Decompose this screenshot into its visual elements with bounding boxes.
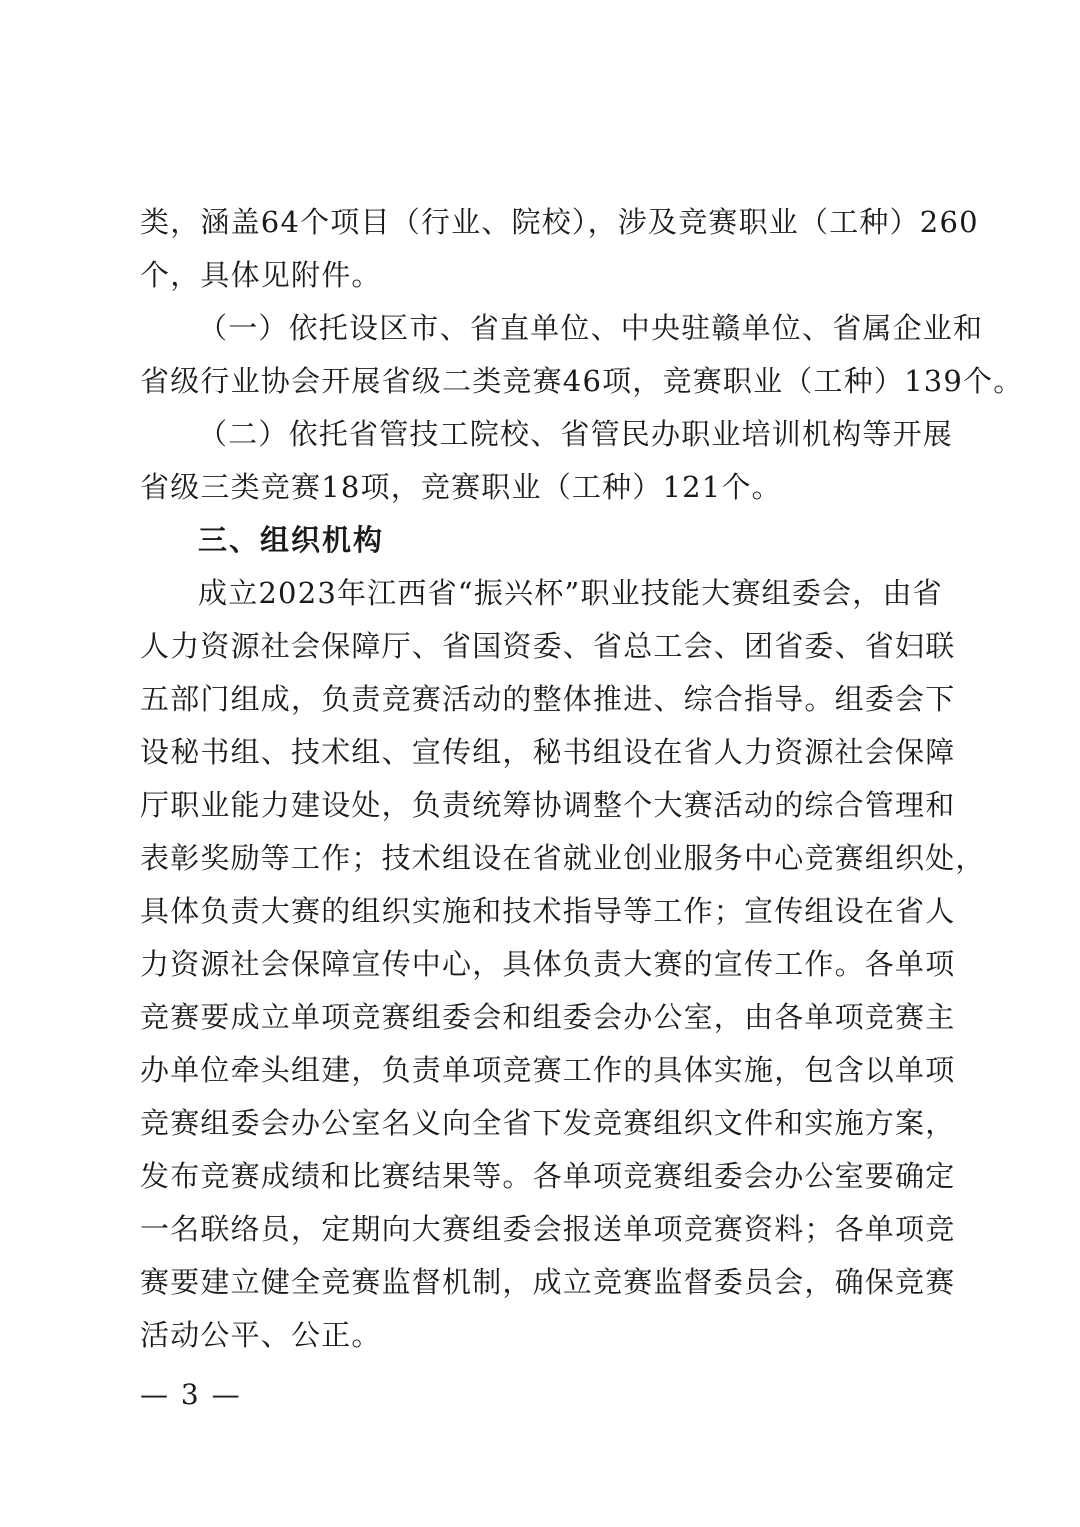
paragraph-line: （二）依托省管技工院校、省管民办职业培训机构等开展 [198, 417, 954, 451]
paragraph-line: 类，涵盖64个项目（行业、院校），涉及竞赛职业（工种）260 [140, 205, 979, 239]
paragraph-line: 成立2023年江西省“振兴杯”职业技能大赛组委会，由省 [198, 576, 943, 610]
paragraph-line: 具体负责大赛的组织实施和技术指导等工作；宣传组设在省人 [140, 894, 956, 928]
paragraph-line: 表彰奖励等工作；技术组设在省就业创业服务中心竞赛组织处， [140, 841, 986, 875]
paragraph-line: 五部门组成，负责竞赛活动的整体推进、综合指导。组委会下 [140, 682, 956, 716]
paragraph-line: 力资源社会保障宣传中心，具体负责大赛的宣传工作。各单项 [140, 947, 956, 981]
paragraph-line: 省级行业协会开展省级二类竞赛46项，竞赛职业（工种）139个。 [140, 364, 1024, 398]
paragraph-line: 一名联络员，定期向大赛组委会报送单项竞赛资料；各单项竞 [140, 1212, 956, 1246]
page-number: — 3 — [140, 1378, 242, 1411]
paragraph-line: 设秘书组、技术组、宣传组，秘书组设在省人力资源社会保障 [140, 735, 956, 769]
paragraph-line: 人力资源社会保障厅、省国资委、省总工会、团省委、省妇联 [140, 629, 956, 663]
paragraph-line: 发布竞赛成绩和比赛结果等。各单项竞赛组委会办公室要确定 [140, 1159, 956, 1193]
paragraph-line: 活动公平、公正。 [140, 1318, 382, 1352]
paragraph-line: 竞赛要成立单项竞赛组委会和组委会办公室，由各单项竞赛主 [140, 1000, 956, 1034]
paragraph-line: （一）依托设区市、省直单位、中央驻赣单位、省属企业和 [198, 311, 984, 345]
paragraph-line: 省级三类竞赛18项，竞赛职业（工种）121个。 [140, 470, 782, 504]
section-heading: 三、组织机构 [198, 523, 385, 557]
paragraph-line: 厅职业能力建设处，负责统筹协调整个大赛活动的综合管理和 [140, 788, 956, 822]
paragraph-line: 赛要建立健全竞赛监督机制，成立竞赛监督委员会，确保竞赛 [140, 1265, 956, 1299]
paragraph-line: 个，具体见附件。 [140, 258, 382, 292]
paragraph-line: 办单位牵头组建，负责单项竞赛工作的具体实施，包含以单项 [140, 1053, 956, 1087]
paragraph-line: 竞赛组委会办公室名义向全省下发竞赛组织文件和实施方案， [140, 1106, 956, 1140]
